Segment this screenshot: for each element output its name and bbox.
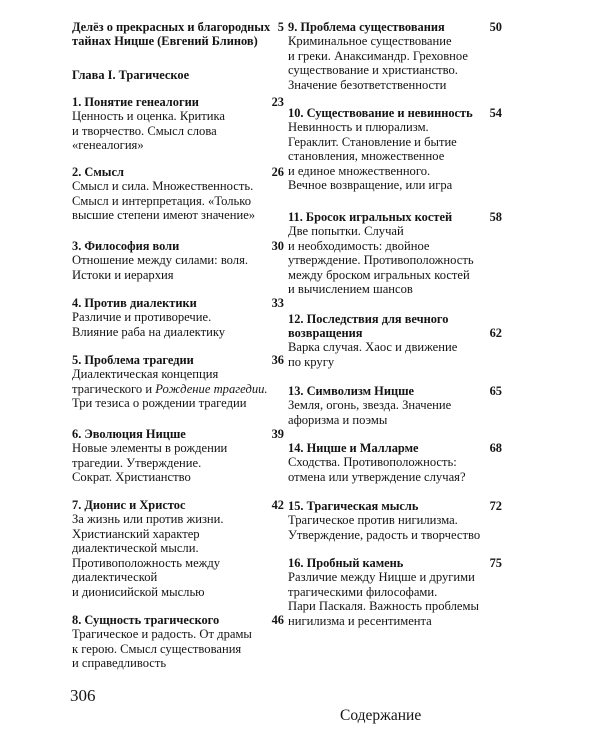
toc-entry-subtopics: и греки. Анаксимандр. Греховное bbox=[288, 48, 468, 63]
italic-book-title: Рождение трагедии. bbox=[155, 381, 268, 396]
toc-entry-page-number: 23 bbox=[271, 95, 284, 109]
toc-entry-subtopics: нигилизма и ресентимента bbox=[288, 613, 432, 628]
toc-entry-title: 16. Пробный камень bbox=[288, 556, 404, 570]
page-number: 306 bbox=[70, 686, 96, 705]
toc-entry-subtopics: Сходства. Противоположность: bbox=[288, 455, 457, 469]
toc-entry bbox=[288, 312, 502, 369]
toc-entry bbox=[288, 556, 502, 628]
toc-entry-page-number: 75 bbox=[489, 556, 502, 570]
toc-entry-subtopics: Диалектическая концепция bbox=[72, 367, 219, 381]
toc-entry-subtopics: Утверждение, радость и творчество bbox=[288, 527, 481, 542]
toc-entry-title: 6. Эволюция Ницше bbox=[72, 427, 186, 441]
toc-entry-subtopics: и творчество. Смысл слова bbox=[72, 123, 217, 138]
toc-entry-subtopics: Две попытки. Случай bbox=[288, 224, 404, 238]
toc-entry-subtopics: Влияние раба на диалектику bbox=[72, 324, 226, 339]
toc-entry-subtopics: Отношение между силами: воля. bbox=[72, 253, 249, 267]
toc-entry-heading bbox=[72, 498, 284, 512]
toc-entry-title: тайнах Ницше (Евгений Блинов) bbox=[72, 34, 258, 48]
toc-entry-heading bbox=[288, 106, 502, 120]
toc-entry-heading bbox=[288, 312, 502, 340]
toc-entry-subtopics: диалектической мысли. bbox=[72, 541, 199, 556]
toc-entry-heading bbox=[72, 20, 284, 48]
toc-entry-heading bbox=[72, 613, 284, 627]
toc-entry-page-number: 5 bbox=[277, 20, 284, 34]
toc-entry-heading bbox=[288, 499, 502, 513]
toc-entry-page-number: 39 bbox=[271, 427, 284, 441]
toc-entry-subtopics: Невинность и плюрализм. bbox=[288, 120, 429, 134]
toc-entry bbox=[72, 68, 280, 82]
toc-entry-heading bbox=[72, 68, 280, 82]
toc-entry bbox=[72, 20, 284, 48]
toc-entry-page-number: 26 bbox=[271, 165, 284, 179]
toc-entry-subtopics: и единое множественного. bbox=[288, 163, 431, 178]
toc-entry-title: 1. Понятие генеалогии bbox=[72, 95, 199, 109]
toc-entry bbox=[72, 353, 284, 411]
toc-entry-subtopics: Значение безответственности bbox=[288, 77, 447, 92]
toc-entry-subtopics: Новые элементы в рождении bbox=[72, 441, 228, 455]
toc-entry-title: 11. Бросок игральных костей bbox=[288, 210, 453, 224]
toc-entry-title: 8. Сущность трагического bbox=[72, 613, 220, 627]
running-head: Содержание bbox=[340, 707, 422, 724]
toc-entry-subtopics: Трагическое и радость. От драмы bbox=[72, 627, 252, 641]
toc-entry-page-number: 72 bbox=[489, 499, 502, 513]
toc-entry-subtopics: по кругу bbox=[288, 354, 335, 369]
toc-entry-page-number: 42 bbox=[271, 498, 284, 512]
toc-entry-heading bbox=[72, 296, 284, 310]
toc-entry-subtopics: существование и христианство. bbox=[288, 63, 458, 78]
toc-entry-subtopics: трагическими философами. bbox=[288, 584, 438, 599]
toc-entry-title: 3. Философия воли bbox=[72, 239, 180, 253]
toc-entry-heading bbox=[72, 95, 284, 109]
toc-entry-subtopics: афоризма и поэмы bbox=[288, 412, 388, 427]
toc-entry-subtopics: становления, множественное bbox=[288, 149, 445, 164]
toc-entry-title: Глава I. Трагическое bbox=[72, 68, 190, 82]
toc-entry-subtopics: трагедии. Утверждение. bbox=[72, 455, 202, 470]
toc-entry-subtopics: диалектической bbox=[72, 570, 158, 585]
toc-entry-subtopics: За жизнь или против жизни. bbox=[72, 512, 224, 526]
toc-entry-title: 15. Трагическая мысль bbox=[288, 499, 419, 513]
toc-entry-subtopics: Смысл и интерпретация. «Только bbox=[72, 193, 252, 208]
toc-entry-heading bbox=[288, 210, 502, 224]
toc-entry-title: 13. Символизм Ницше bbox=[288, 384, 415, 398]
toc-entry-subtopics: трагического и Рождение трагедии. bbox=[72, 381, 268, 396]
toc-entry-subtopics: Противоположность между bbox=[72, 555, 221, 570]
toc-entry-page-number: 65 bbox=[489, 384, 502, 398]
toc-entry-subtopics: и необходимость: двойное bbox=[288, 238, 430, 253]
toc-entry-heading bbox=[72, 165, 284, 179]
toc-entry-subtopics: Пари Паскаля. Важность проблемы bbox=[288, 599, 479, 614]
toc-entry bbox=[72, 239, 284, 282]
toc-entry-page-number: 54 bbox=[489, 106, 502, 120]
toc-entry-subtopics: Ценность и оценка. Критика bbox=[72, 109, 226, 123]
toc-entry-subtopics: Криминальное существование bbox=[288, 34, 452, 48]
toc-entry-subtopics: Три тезиса о рождении трагедии bbox=[72, 396, 247, 411]
toc-entry bbox=[72, 613, 284, 671]
toc-entry-subtopics: Сократ. Христианство bbox=[72, 470, 191, 485]
toc-entry-page-number: 30 bbox=[271, 239, 284, 253]
toc-entry-heading bbox=[72, 353, 284, 367]
toc-entry-heading bbox=[288, 384, 502, 398]
toc-entry-heading bbox=[288, 556, 502, 570]
toc-entry-subtopics: Гераклит. Становление и бытие bbox=[288, 134, 457, 149]
toc-entry-subtopics: между броском игральных костей bbox=[288, 267, 470, 282]
toc-entry-page-number: 36 bbox=[271, 353, 284, 367]
toc-entry bbox=[72, 165, 284, 223]
toc-entry-page-number: 58 bbox=[489, 210, 502, 224]
toc-entry-subtopics: Смысл и сила. Множественность. bbox=[72, 179, 254, 193]
toc-entry-subtopics: Различие между Ницше и другими bbox=[288, 570, 475, 584]
toc-entry bbox=[72, 95, 284, 153]
toc-entry bbox=[288, 106, 502, 193]
toc-entry-subtopics: Истоки и иерархия bbox=[72, 267, 174, 282]
toc-entry-subtopics: отмена или утверждение случая? bbox=[288, 469, 466, 484]
toc-entry-title: 2. Смысл bbox=[72, 165, 124, 179]
toc-entry-subtopics: утверждение. Противоположность bbox=[288, 253, 474, 268]
toc-entry bbox=[288, 441, 502, 484]
toc-entry-subtopics: Варка случая. Хаос и движение bbox=[288, 340, 458, 354]
toc-entry-title: возвращения bbox=[288, 326, 363, 340]
toc-entry bbox=[288, 384, 502, 427]
toc-entry-title: Делёз о прекрасных и благородных bbox=[72, 20, 271, 34]
toc-entry-title: 4. Против диалектики bbox=[72, 296, 197, 310]
toc-entry-heading bbox=[72, 239, 284, 253]
toc-entry bbox=[72, 296, 284, 339]
toc-entry-subtopics: и справедливость bbox=[72, 656, 167, 671]
toc-entry-title: 14. Ницше и Малларме bbox=[288, 441, 419, 455]
toc-entry-title: 7. Дионис и Христос bbox=[72, 498, 186, 512]
toc-entry-subtopics: высшие степени имеют значение» bbox=[72, 208, 256, 223]
toc-entry-subtopics: Вечное возвращение, или игра bbox=[288, 178, 453, 193]
toc-entry bbox=[288, 499, 502, 542]
toc-entry-page-number: 46 bbox=[271, 613, 284, 627]
toc-entry-title: 12. Последствия для вечного bbox=[288, 312, 449, 326]
toc-entry-subtopics: «генеалогия» bbox=[72, 138, 144, 153]
toc-entry-heading bbox=[288, 20, 502, 34]
toc-entry-title: 9. Проблема существования bbox=[288, 20, 445, 34]
toc-entry bbox=[72, 427, 284, 485]
toc-entry-subtopics: Различие и противоречие. bbox=[72, 310, 212, 324]
toc-entry-title: 5. Проблема трагедии bbox=[72, 353, 194, 367]
toc-entry bbox=[72, 498, 284, 600]
toc-entry-subtopics: Земля, огонь, звезда. Значение bbox=[288, 398, 452, 412]
toc-entry-heading bbox=[288, 441, 502, 455]
toc-entry-page-number: 68 bbox=[489, 441, 502, 455]
toc-entry-title: 10. Существование и невинность bbox=[288, 106, 473, 120]
toc-entry bbox=[288, 210, 502, 297]
toc-entry-heading bbox=[72, 427, 284, 441]
toc-entry-page-number: 33 bbox=[271, 296, 284, 310]
toc-entry-subtopics: и вычислением шансов bbox=[288, 282, 413, 297]
toc-entry-subtopics: Христианский характер bbox=[72, 526, 200, 541]
toc-entry-subtopics: к герою. Смысл существования bbox=[72, 641, 242, 656]
toc-entry bbox=[288, 20, 502, 92]
toc-entry-subtopics: и дионисийской мыслью bbox=[72, 584, 205, 599]
toc-entry-subtopics: Трагическое против нигилизма. bbox=[288, 513, 458, 527]
toc-entry-page-number: 50 bbox=[489, 20, 502, 34]
toc-entry-page-number: 62 bbox=[489, 326, 502, 340]
